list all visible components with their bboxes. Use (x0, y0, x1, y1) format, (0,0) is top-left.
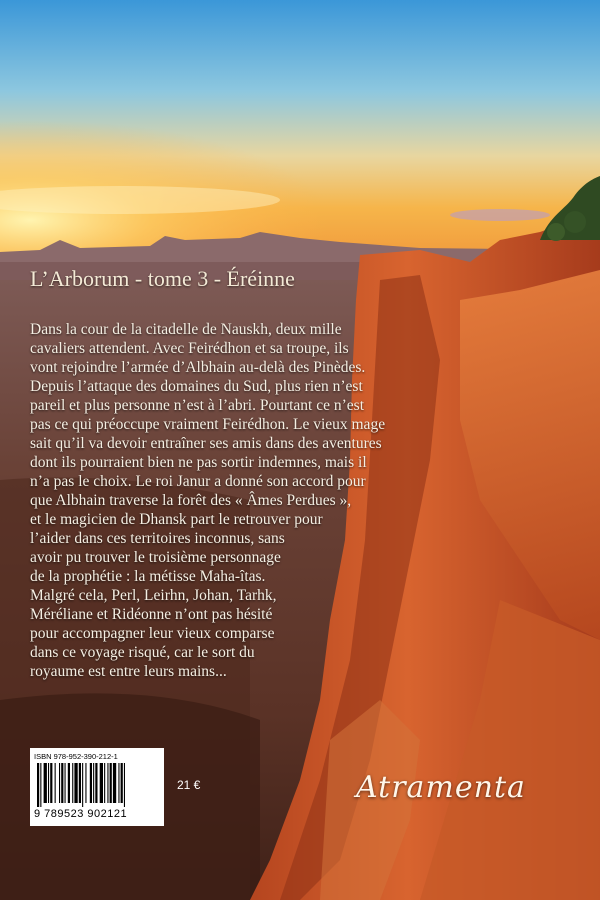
book-title: L’Arborum - tome 3 - Éréinne (30, 266, 295, 291)
blurb-line: Méréliane et Ridéonne n’ont pas hésité (30, 606, 273, 623)
price: 21 € (177, 778, 201, 792)
blurb-line: Depuis l’attaque des domaines du Sud, plus rien n’est (30, 378, 363, 395)
barcode-bar (121, 763, 123, 803)
blurb-line: vont rejoindre l’armée d’Albhain au-delà des Pinèdes. (30, 359, 366, 376)
barcode-bar (113, 763, 116, 803)
barcode-bar (107, 763, 108, 803)
blurb-line: avoir pu trouver le troisième personnage (30, 549, 281, 566)
barcode-bar (104, 763, 105, 803)
blurb-line: royaume est entre leurs mains... (30, 663, 227, 680)
blurb-line: de la prophétie : la métisse Maha-îtas. (30, 568, 266, 585)
blurb-line: pas ce qui préoccupe vraiment Feirédhon. Le vieux mage (30, 416, 386, 433)
barcode-bar (59, 763, 60, 803)
barcode-bar (100, 763, 103, 803)
blurb-line: Malgré cela, Perl, Leirhn, Johan, Tarhk, (30, 587, 277, 604)
barcode-bar (82, 763, 83, 807)
barcode-bars (34, 763, 160, 807)
barcode-bar (74, 763, 77, 803)
barcode-bar (44, 763, 47, 803)
publisher-logo: Atramenta (356, 770, 526, 805)
barcode-bar (110, 763, 112, 803)
barcode-bar (68, 763, 70, 803)
blurb-line: que Albhain traverse la forêt des « Âmes Perdues », (30, 492, 352, 509)
blurb-line: l’aider dans ces territoires inconnus, sans (30, 530, 285, 547)
barcode-bar (50, 763, 52, 803)
isbn-label: ISBN 978-952-390-212-1 (34, 752, 118, 761)
barcode-bar (118, 763, 119, 803)
barcode-bar (124, 763, 125, 807)
blurb-line: cavaliers attendent. Avec Feirédhon et sa troupe, ils (30, 340, 349, 357)
blurb-line: pareil et plus personne n’est à l’abri. Pourtant ce n’est (30, 397, 364, 414)
barcode-bar (72, 763, 73, 803)
barcode-bar (48, 763, 49, 803)
blurb-line: dans ce voyage risqué, car le sort du (30, 644, 255, 661)
blurb-line: pour accompagner leur vieux comparse (30, 625, 275, 642)
barcode-bar (55, 763, 56, 803)
blurb-line: n’a pas le choix. Le roi Janur a donné son accord pour (30, 473, 366, 490)
blurb-line: et le magicien de Dhansk part le retrouver pour (30, 511, 323, 528)
barcode-bar (65, 763, 66, 803)
barcode-bar (61, 763, 63, 803)
back-cover-blurb (30, 320, 450, 681)
barcode-bar (85, 763, 86, 803)
blurb-line: Dans la cour de la citadelle de Nauskh, deux mille (30, 321, 342, 338)
barcode-bar (37, 763, 39, 807)
barcode-bar (95, 763, 97, 803)
blurb-line: dont ils pourraient bien ne pas sortir indemnes, mais il (30, 454, 367, 471)
barcode-bar (93, 763, 94, 803)
isbn-barcode (30, 748, 164, 826)
barcode-bar (40, 763, 41, 807)
blurb-line: sait qu’il va devoir entraîner ses amis dans des aventures (30, 435, 382, 452)
barcode-bar (90, 763, 92, 803)
barcode-bar (79, 763, 81, 803)
barcode-digits: 9 789523 902121 (34, 808, 128, 820)
